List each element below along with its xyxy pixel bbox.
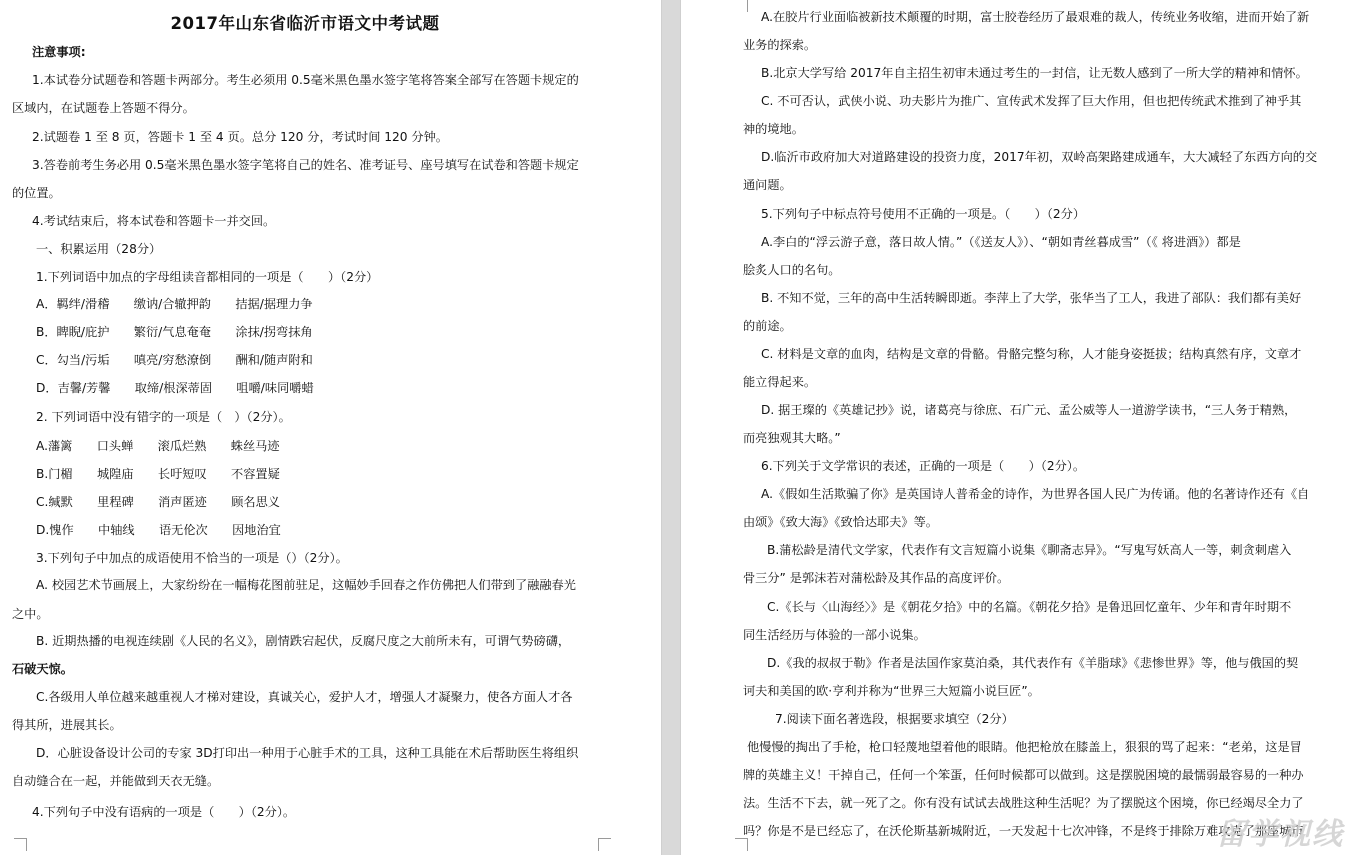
text-line: 的前途。	[743, 319, 792, 333]
text-line: C. 材料是文章的血肉，结构是文章的骨骼。骨骼完整匀称，人才能身姿挺拔；结构真然有序，文章才	[761, 347, 1302, 361]
option-line: C.缄默 里程碑 消声匿迹 顾名思义	[36, 495, 280, 509]
crop-mark-bottom-left	[735, 838, 748, 851]
text-line: 由颂》《致大海》《致恰达耶夫》等。	[743, 515, 938, 529]
text-line: C.《长与〈山海经〉》是《朝花夕拾》中的名篇。《朝花夕拾》是鲁迅回忆童年、少年和青年时期不	[767, 600, 1292, 614]
option-line: A．羁绊/滑稽 缴讷/合辙押韵 拮据/据理力争	[36, 297, 313, 311]
question-7: 7.阅读下面名著选段，根据要求填空（2分）	[775, 712, 1014, 726]
text-line: D.临沂市政府加大对道路建设的投资力度，2017年初，双岭高架路建成通车，大大减轻了东西方向的交	[761, 150, 1318, 164]
text-line: D. 据王璨的《英雄记抄》说，诸葛亮与徐庶、石广元、孟公威等人一道游学读书，“三人务于精熟，	[761, 403, 1297, 417]
option-line: D．心脏设备设计公司的专家 3D打印出一种用于心脏手术的工具，这种工具能在术后帮助医生将组织	[36, 746, 579, 760]
text-line: A.在胶片行业面临被新技术颠覆的时期，富士胶卷经历了最艰难的裁人，传统业务收缩，进而开始了新	[761, 10, 1310, 24]
question-5: 5.下列句子中标点符号使用不正确的一项是。（ ）（2分）	[761, 207, 1086, 221]
text-line: C. 不可否认，武侠小说、功夫影片为推广、宣传武术发挥了巨大作用，但也把传统武术推到了神乎其	[761, 94, 1302, 108]
text-line: 的位置。	[12, 186, 61, 200]
watermark-logo: 留学视线	[1216, 817, 1344, 852]
document-page-right	[680, 0, 1350, 855]
option-line: D．吉馨/芳馨 取缔/根深蒂固 咀嚼/味同嚼蜡	[36, 381, 314, 395]
page-gutter	[662, 0, 680, 855]
crop-mark-top-left	[735, 0, 748, 12]
text-line: 他慢慢的掏出了手枪，枪口轻蔑地望着他的眼睛。他把枪放在膝盖上，狠狠的骂了起来：“老弟，这是冒	[747, 740, 1302, 754]
option-line: B．睥睨/庇护 繁衍/气息奄奄 涂抹/拐弯抹角	[36, 325, 313, 339]
text-line: A.李白的“浮云游子意，落日故人情。”（《送友人》）、“朝如青丝暮成雪”（《 将进酒》）都是	[761, 235, 1241, 249]
text-line: B. 不知不觉，三年的高中生活转瞬即逝。李萍上了大学，张华当了工人，我进了部队：我们都有美好	[761, 291, 1302, 305]
question-2: 2. 下列词语中没有错字的一项是（ ）（2分）。	[36, 410, 291, 424]
text-line: 1.本试卷分试题卷和答题卡两部分。考生必须用 0.5毫米黑色墨水签字笔将答案全部写在答题卡规定的	[32, 73, 579, 87]
text-line: 骨三分” 是郭沫若对蒲松龄及其作品的高度评价。	[743, 571, 1010, 585]
option-line: B.门楣 城隍庙 长吁短叹 不容置疑	[36, 467, 280, 481]
question-1: 1.下列词语中加点的字母组读音都相同的一项是（ ）（2分）	[36, 270, 379, 284]
text-line: 而亮独观其大略。”	[743, 431, 841, 445]
text-line: 同生活经历与体验的一部小说集。	[743, 628, 926, 642]
document-page-left	[0, 0, 662, 855]
question-6: 6.下列关于文学常识的表述，正确的一项是（ ）（2分）。	[761, 459, 1086, 473]
text-line: 能立得起来。	[743, 375, 817, 389]
option-line: 得其所，进展其长。	[12, 718, 122, 732]
crop-mark-bottom-right	[598, 838, 611, 851]
option-line: B. 近期热播的电视连续剧《人民的名义》，剧情跌宕起伏，反腐尺度之大前所未有，可谓气势磅礴，	[36, 634, 571, 648]
text-line: D.《我的叔叔于勒》作者是法国作家莫泊桑，其代表作有《羊脂球》《悲惨世界》等，他与俄国的契	[767, 656, 1299, 670]
section-heading: 一、积累运用（28分）	[36, 242, 162, 256]
text-line: A.《假如生活欺骗了你》是英国诗人普希金的诗作，为世界各国人民广为传诵。他的名著诗作还有《自	[761, 487, 1310, 501]
option-line: A. 校园艺术节画展上，大家纷纷在一幅梅花图前驻足，这幅妙手回春之作仿佛把人们带到了融融春光	[36, 578, 576, 592]
option-line: 之中。	[12, 607, 49, 621]
option-line: 自动缝合在一起，并能做到天衣无缝。	[12, 774, 220, 788]
text-line: 神的境地。	[743, 122, 804, 136]
text-line: 4.考试结束后，将本试卷和答题卡一并交回。	[32, 214, 276, 228]
option-line: D.愧作 中轴线 语无伦次 因地治宜	[36, 523, 281, 537]
text-line: 法。生活不下去，就一死了之。你有没有试试去战胜这种生活呢？为了摆脱这个困境，你已经竭尽全力了	[743, 796, 1304, 810]
text-line: 2.试题卷 1 至 8 页，答题卡 1 至 4 页。总分 120 分，考试时间 120 分钟。	[32, 130, 448, 144]
text-line: 业务的探索。	[743, 38, 817, 52]
text-line: 通问题。	[743, 178, 792, 192]
question-3: 3.下列句子中加点的成语使用不恰当的一项是（）（2分）。	[36, 551, 348, 565]
question-4: 4.下列句子中没有语病的一项是（ ）（2分）。	[32, 805, 296, 819]
text-line: 吗？你是不是已经忘了，在沃伦斯基新城附近，一天发起十七次冲锋，不是终于排除万难攻克了那座城市	[743, 824, 1304, 838]
text-line: 区域内，在试题卷上答题不得分。	[12, 101, 195, 115]
crop-mark-bottom-left	[14, 838, 27, 851]
notice-heading: 注意事项:	[32, 45, 86, 59]
text-line: 牌的英雄主义！干掉自己，任何一个笨蛋，任何时候都可以做到。这是摆脱困境的最懦弱最容易的一种办	[743, 768, 1304, 782]
text-line: 诃夫和美国的欧·亨利并称为“世界三大短篇小说巨匠”。	[743, 684, 1040, 698]
option-line: C.各级用人单位越来越重视人才梯对建设，真诚关心，爱护人才，增强人才凝聚力，使各方面人才各	[36, 690, 573, 704]
option-line: 石破天惊。	[12, 662, 73, 676]
text-line: B.北京大学写给 2017年自主招生初审未通过考生的一封信，让无数人感到了一所大学的精神和情怀。	[761, 66, 1308, 80]
text-line: B.蒲松龄是清代文学家，代表作有文言短篇小说集《聊斋志异》。“写鬼写妖高人一等，刺贪刺虐入	[767, 543, 1292, 557]
option-line: C．勾当/污垢 嗔亮/穷愁潦倒 酬和/随声附和	[36, 353, 313, 367]
text-line: 3.答卷前考生务必用 0.5毫米黑色墨水签字笔将自己的姓名、准考证号、座号填写在试卷和答题卡规定	[32, 158, 579, 172]
option-line: A.藩篱 口头蝉 滚瓜烂熟 蛛丝马迹	[36, 439, 280, 453]
text-line: 脍炙人口的名句。	[743, 263, 841, 277]
document-title: 2017年山东省临沂市语文中考试题	[170, 14, 440, 33]
